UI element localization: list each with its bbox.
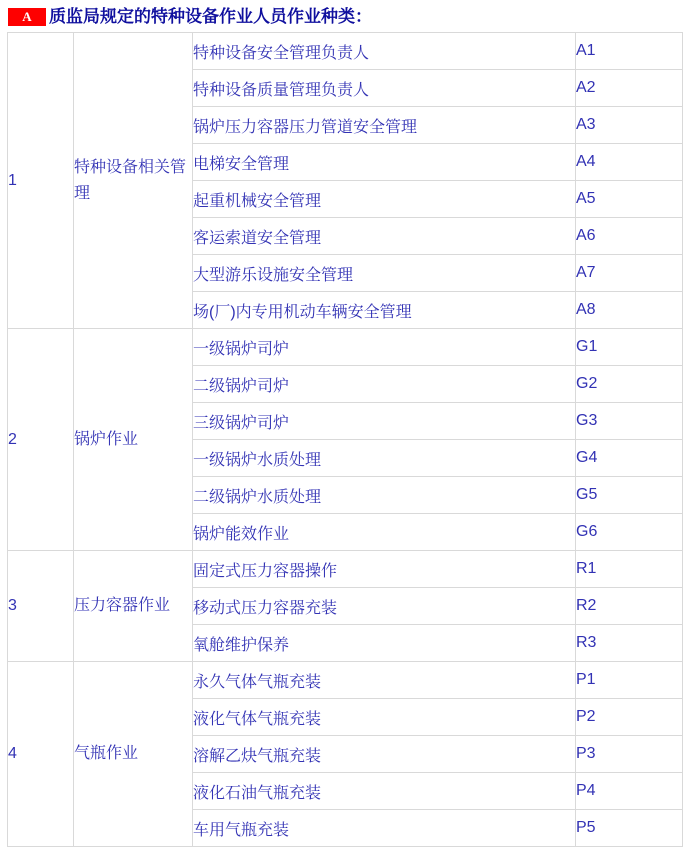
job-code-cell: A7 — [576, 255, 683, 292]
job-code-cell: P3 — [576, 736, 683, 773]
job-title-cell: 特种设备质量管理负责人 — [193, 70, 576, 107]
job-code-cell: A6 — [576, 218, 683, 255]
job-code-cell: A8 — [576, 292, 683, 329]
job-title-cell: 大型游乐设施安全管理 — [193, 255, 576, 292]
category-cell: 锅炉作业 — [74, 329, 193, 551]
job-title-cell: 液化气体气瓶充装 — [193, 699, 576, 736]
job-code-cell: R2 — [576, 588, 683, 625]
job-code-cell: P4 — [576, 773, 683, 810]
job-code-cell: A5 — [576, 181, 683, 218]
job-code-cell: P2 — [576, 699, 683, 736]
job-title-cell: 二级锅炉水质处理 — [193, 477, 576, 514]
job-code-cell: G5 — [576, 477, 683, 514]
job-title-cell: 一级锅炉司炉 — [193, 329, 576, 366]
category-cell: 压力容器作业 — [74, 551, 193, 662]
section-a-badge: A — [8, 8, 46, 26]
job-title-cell: 锅炉压力容器压力管道安全管理 — [193, 107, 576, 144]
job-title-cell: 一级锅炉水质处理 — [193, 440, 576, 477]
job-code-cell: G6 — [576, 514, 683, 551]
category-cell: 特种设备相关管理 — [74, 33, 193, 329]
section-number-cell: 3 — [8, 551, 74, 662]
job-title-cell: 锅炉能效作业 — [193, 514, 576, 551]
page-title: 质监局规定的特种设备作业人员作业种类： — [49, 7, 372, 26]
job-code-cell: A3 — [576, 107, 683, 144]
job-title-cell: 固定式压力容器操作 — [193, 551, 576, 588]
job-title-cell: 移动式压力容器充装 — [193, 588, 576, 625]
job-title-cell: 氧舱维护保养 — [193, 625, 576, 662]
job-title-cell: 三级锅炉司炉 — [193, 403, 576, 440]
page-header — [0, 0, 689, 26]
job-categories-table — [7, 32, 683, 847]
job-code-cell: G1 — [576, 329, 683, 366]
section-number-cell: 2 — [8, 329, 74, 551]
job-title-cell: 二级锅炉司炉 — [193, 366, 576, 403]
job-code-cell: R1 — [576, 551, 683, 588]
job-code-cell: A2 — [576, 70, 683, 107]
job-code-cell: G4 — [576, 440, 683, 477]
job-title-cell: 起重机械安全管理 — [193, 181, 576, 218]
job-code-cell: P5 — [576, 810, 683, 847]
category-cell: 气瓶作业 — [74, 662, 193, 847]
job-code-cell: A1 — [576, 33, 683, 70]
job-title-cell: 场(厂)内专用机动车辆安全管理 — [193, 292, 576, 329]
table-row — [8, 662, 683, 699]
job-code-cell: P1 — [576, 662, 683, 699]
job-title-cell: 永久气体气瓶充装 — [193, 662, 576, 699]
section-number-cell: 1 — [8, 33, 74, 329]
section-number-cell: 4 — [8, 662, 74, 847]
job-title-cell: 特种设备安全管理负责人 — [193, 33, 576, 70]
table-row — [8, 329, 683, 366]
job-categories-table-body — [8, 33, 683, 847]
table-row — [8, 551, 683, 588]
job-title-cell: 溶解乙炔气瓶充装 — [193, 736, 576, 773]
job-code-cell: G3 — [576, 403, 683, 440]
job-title-cell: 电梯安全管理 — [193, 144, 576, 181]
job-code-cell: R3 — [576, 625, 683, 662]
table-row — [8, 33, 683, 70]
job-title-cell: 液化石油气瓶充装 — [193, 773, 576, 810]
job-title-cell: 车用气瓶充装 — [193, 810, 576, 847]
job-code-cell: A4 — [576, 144, 683, 181]
job-code-cell: G2 — [576, 366, 683, 403]
job-title-cell: 客运索道安全管理 — [193, 218, 576, 255]
